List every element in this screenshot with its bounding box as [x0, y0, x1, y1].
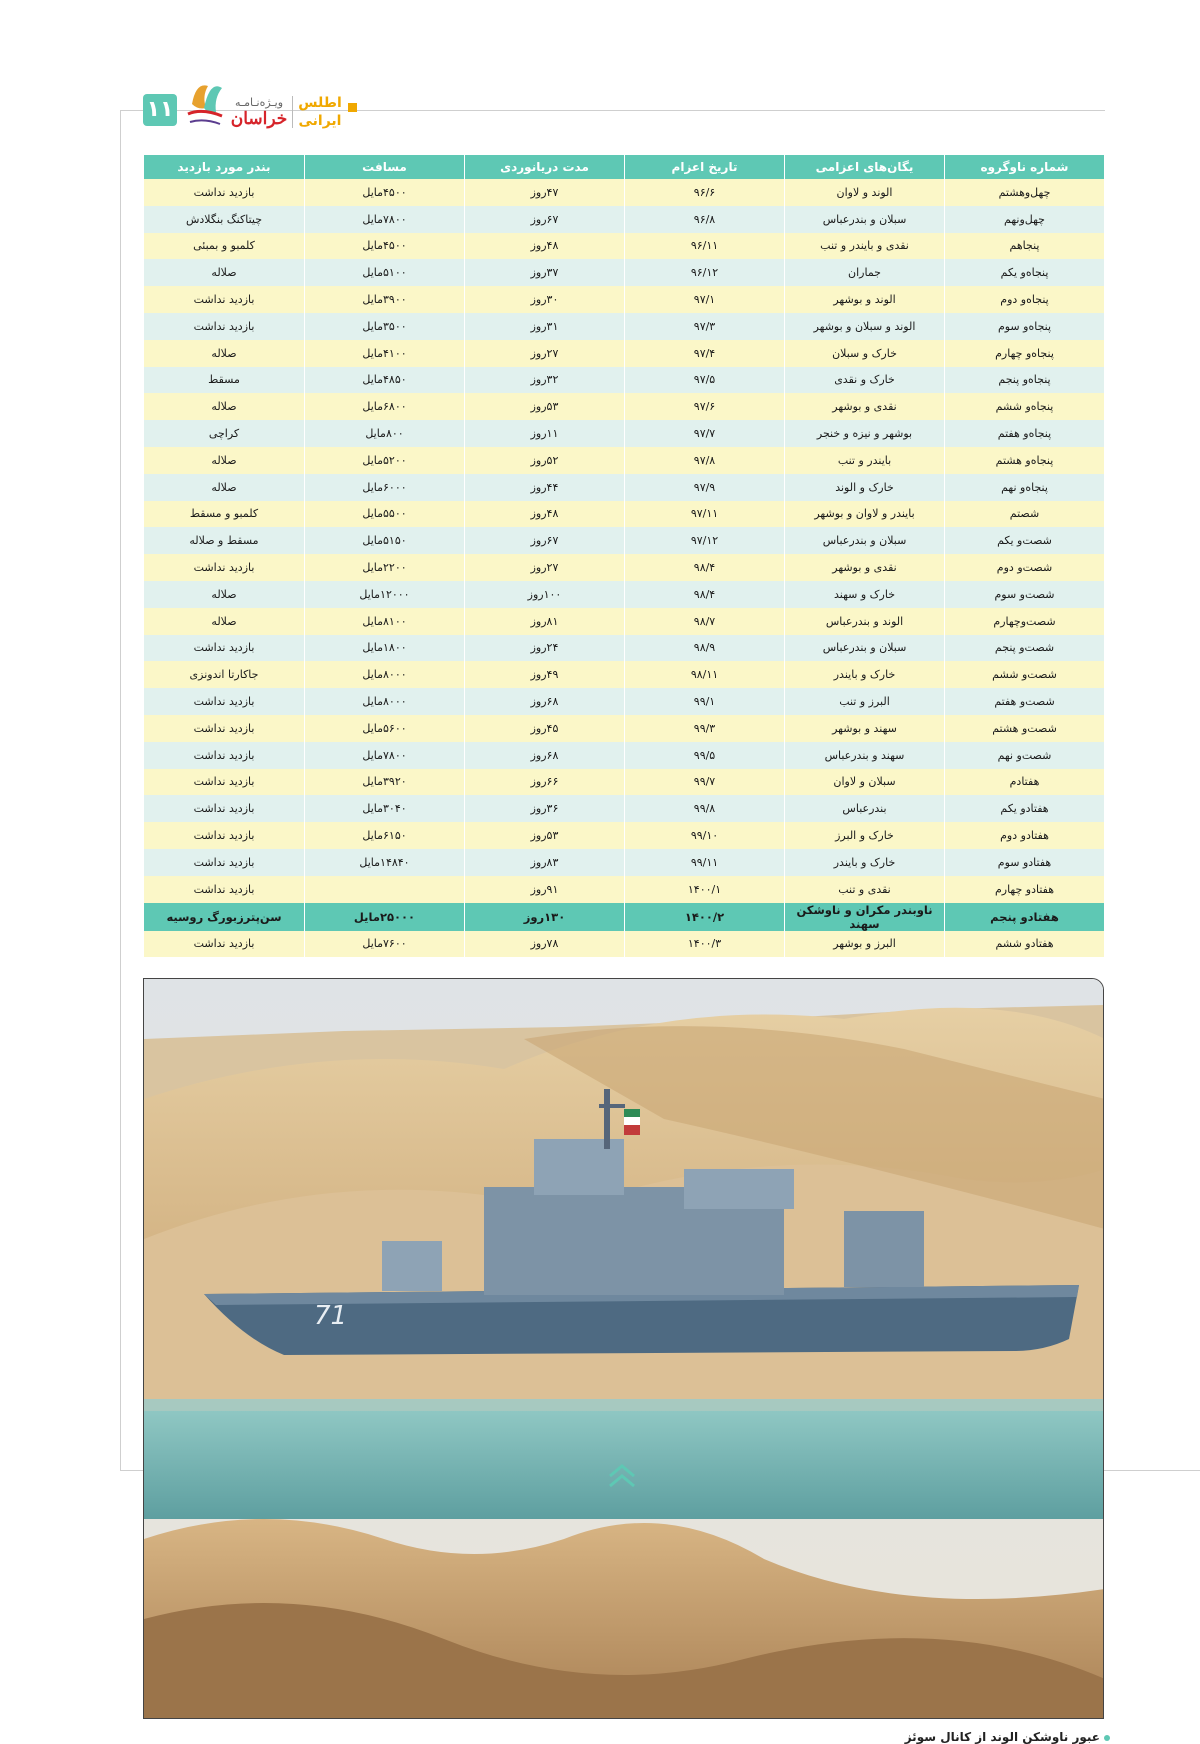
cell-duration: ۳۰روز: [465, 286, 625, 313]
table-row: [144, 367, 1105, 394]
table-row: [144, 769, 1105, 796]
table-row: [144, 474, 1105, 501]
cell-duration: ۶۶روز: [465, 769, 625, 796]
table-row: [144, 876, 1105, 903]
cell-group-number: شصتم: [945, 501, 1105, 528]
cell-duration: ۶۸روز: [465, 742, 625, 769]
table-header-row: [144, 155, 1105, 179]
cell-units: سبلان و بندرعباس: [785, 206, 945, 233]
cell-group-number: هفتادو ششم: [945, 931, 1105, 958]
cell-date: ۹۷/۹: [625, 474, 785, 501]
brand-separator: [292, 96, 293, 128]
cell-port: بازدید نداشت: [144, 554, 305, 581]
table-row: [144, 822, 1105, 849]
cell-group-number: چهل‌وهشتم: [945, 179, 1105, 206]
cell-group-number: شصت‌و سوم: [945, 581, 1105, 608]
cell-duration: ۱۱روز: [465, 420, 625, 447]
cell-distance: ۶۰۰۰مایل: [305, 474, 465, 501]
cell-date: ۹۷/۳: [625, 313, 785, 340]
cell-group-number: شصت‌و یکم: [945, 527, 1105, 554]
cell-date: ۱۴۰۰/۱: [625, 876, 785, 903]
cell-distance: ۸۰۰مایل: [305, 420, 465, 447]
cell-distance: ۲۵۰۰۰مایل: [305, 903, 465, 931]
cell-date: ۹۷/۱۱: [625, 501, 785, 528]
cell-distance: ۳۹۰۰مایل: [305, 286, 465, 313]
cell-date: ۹۷/۸: [625, 447, 785, 474]
cell-date: ۱۴۰۰/۳: [625, 931, 785, 958]
cell-date: ۹۸/۴: [625, 581, 785, 608]
cell-group-number: پنجاه‌و یکم: [945, 259, 1105, 286]
column-header-date: تاریخ اعزام: [625, 155, 785, 179]
section-square-marker: [348, 103, 357, 112]
cell-duration: ۳۶روز: [465, 795, 625, 822]
caption-bullet-icon: [1104, 1735, 1110, 1741]
cell-port: صلاله: [144, 608, 305, 635]
cell-duration: ۳۲روز: [465, 367, 625, 394]
cell-distance: ۴۸۵۰مایل: [305, 367, 465, 394]
cell-distance: ۸۰۰۰مایل: [305, 661, 465, 688]
cell-port: بازدید نداشت: [144, 849, 305, 876]
cell-port: بازدید نداشت: [144, 179, 305, 206]
cell-port: صلاله: [144, 259, 305, 286]
table-row: [144, 340, 1105, 367]
cell-distance: ۳۹۲۰مایل: [305, 769, 465, 796]
cell-units: خارک و نقدی: [785, 367, 945, 394]
cell-units: خارک و الوند: [785, 474, 945, 501]
cell-units: البرز و تنب: [785, 688, 945, 715]
cell-distance: ۷۸۰۰مایل: [305, 206, 465, 233]
cell-duration: ۳۱روز: [465, 313, 625, 340]
cell-date: ۹۹/۷: [625, 769, 785, 796]
cell-units: سهند و بندرعباس: [785, 742, 945, 769]
cell-distance: ۶۱۵۰مایل: [305, 822, 465, 849]
cell-group-number: هفتادو دوم: [945, 822, 1105, 849]
caption-text: عبور ناوشکن الوند از کانال سوئز: [904, 1730, 1100, 1744]
cell-distance: ۱۴۸۴۰مایل: [305, 849, 465, 876]
cell-group-number: پنجاه‌و هفتم: [945, 420, 1105, 447]
cell-port: بازدید نداشت: [144, 822, 305, 849]
cell-distance: ۴۱۰۰مایل: [305, 340, 465, 367]
cell-units: بایندر و لاوان و بوشهر: [785, 501, 945, 528]
cell-units: خارک و سبلان: [785, 340, 945, 367]
cell-group-number: چهل‌ونهم: [945, 206, 1105, 233]
cell-units: جماران: [785, 259, 945, 286]
cell-port: چیتاکنگ بنگلادش: [144, 206, 305, 233]
cell-port: مسقط: [144, 367, 305, 394]
cell-distance: ۵۱۵۰مایل: [305, 527, 465, 554]
cell-date: ۹۹/۵: [625, 742, 785, 769]
cell-distance: ۴۵۰۰مایل: [305, 179, 465, 206]
cell-distance: ۶۸۰۰مایل: [305, 393, 465, 420]
cell-date: ۹۷/۴: [625, 340, 785, 367]
table-row: [144, 661, 1105, 688]
table-row: [144, 581, 1105, 608]
cell-group-number: شصت‌و هفتم: [945, 688, 1105, 715]
cell-date: ۹۶/۶: [625, 179, 785, 206]
cell-group-number: پنجاه‌و ششم: [945, 393, 1105, 420]
column-header-distance: مسافت: [305, 155, 465, 179]
cell-group-number: هفتادو چهارم: [945, 876, 1105, 903]
cell-distance: ۲۲۰۰مایل: [305, 554, 465, 581]
destroyer-photo: [143, 978, 1104, 1719]
cell-group-number: هفتادو پنجم: [945, 903, 1105, 931]
cell-units: البرز و بوشهر: [785, 931, 945, 958]
cell-units: نقدی و بوشهر: [785, 554, 945, 581]
cell-units: الوند و بندرعباس: [785, 608, 945, 635]
cell-group-number: هفتادو سوم: [945, 849, 1105, 876]
cell-duration: ۴۴روز: [465, 474, 625, 501]
cell-units: نقدی و بوشهر: [785, 393, 945, 420]
cell-date: ۹۸/۱۱: [625, 661, 785, 688]
cell-date: ۹۷/۵: [625, 367, 785, 394]
column-header-group-number: شماره ناوگروه: [945, 155, 1105, 179]
cell-port: سن‌پترزبورگ روسیه: [144, 903, 305, 931]
cell-units: سبلان و بندرعباس: [785, 527, 945, 554]
table-row: [144, 527, 1105, 554]
cell-port: بازدید نداشت: [144, 931, 305, 958]
cell-group-number: شصت‌و هشتم: [945, 715, 1105, 742]
cell-date: ۹۹/۱۰: [625, 822, 785, 849]
cell-group-number: شصت‌و نهم: [945, 742, 1105, 769]
cell-group-number: پنجاه‌و دوم: [945, 286, 1105, 313]
cell-group-number: پنجاه‌و سوم: [945, 313, 1105, 340]
column-header-port: بندر مورد بازدید: [144, 155, 305, 179]
cell-units: بندرعباس: [785, 795, 945, 822]
table-row: [144, 420, 1105, 447]
cell-units: ناوبندر مکران و ناوشکن سهند: [785, 903, 945, 931]
cell-port: بازدید نداشت: [144, 715, 305, 742]
table-row: [144, 179, 1105, 206]
cell-distance: ۱۲۰۰۰مایل: [305, 581, 465, 608]
table-row: [144, 715, 1105, 742]
cell-date: ۹۷/۱: [625, 286, 785, 313]
cell-units: نقدی و تنب: [785, 876, 945, 903]
cell-date: ۹۶/۱۲: [625, 259, 785, 286]
cell-duration: ۴۸روز: [465, 501, 625, 528]
cell-duration: ۵۳روز: [465, 822, 625, 849]
cell-port: صلاله: [144, 393, 305, 420]
cell-duration: ۶۸روز: [465, 688, 625, 715]
cell-units: بایندر و تنب: [785, 447, 945, 474]
cell-units: نقدی و بایندر و تنب: [785, 233, 945, 260]
cell-port: بازدید نداشت: [144, 688, 305, 715]
cell-units: الوند و لاوان: [785, 179, 945, 206]
fleet-table: [143, 155, 1105, 957]
cell-units: الوند و بوشهر: [785, 286, 945, 313]
cell-date: ۹۹/۳: [625, 715, 785, 742]
cell-duration: ۳۷روز: [465, 259, 625, 286]
brand-block: [226, 96, 292, 129]
logo-icon: [182, 74, 230, 130]
cell-group-number: شصت‌و پنجم: [945, 635, 1105, 662]
cell-group-number: پنجاه‌و چهارم: [945, 340, 1105, 367]
cell-port: کلمبو و بمبئی: [144, 233, 305, 260]
cell-date: ۹۹/۸: [625, 795, 785, 822]
cell-date: ۹۶/۸: [625, 206, 785, 233]
cell-duration: ۸۳روز: [465, 849, 625, 876]
cell-group-number: شصت‌و ششم: [945, 661, 1105, 688]
cell-duration: ۶۷روز: [465, 206, 625, 233]
cell-duration: ۴۷روز: [465, 179, 625, 206]
cell-date: ۹۷/۷: [625, 420, 785, 447]
cell-port: جاکارتا اندونزی: [144, 661, 305, 688]
table-row: [144, 501, 1105, 528]
hull-number: 71: [314, 1301, 348, 1331]
table-row: [144, 903, 1105, 931]
cell-units: سبلان و لاوان: [785, 769, 945, 796]
table-row: [144, 849, 1105, 876]
cell-units: خارک و بایندر: [785, 661, 945, 688]
cell-date: ۹۹/۱: [625, 688, 785, 715]
table-row: [144, 206, 1105, 233]
cell-group-number: شصت‌وچهارم: [945, 608, 1105, 635]
cell-distance: ۳۵۰۰مایل: [305, 313, 465, 340]
cell-duration: ۶۷روز: [465, 527, 625, 554]
cell-distance: ۴۵۰۰مایل: [305, 233, 465, 260]
cell-group-number: پنجاه‌و نهم: [945, 474, 1105, 501]
cell-date: ۹۷/۱۲: [625, 527, 785, 554]
cell-distance: [305, 876, 465, 903]
table-row: [144, 742, 1105, 769]
table-row: [144, 688, 1105, 715]
cell-port: صلاله: [144, 581, 305, 608]
table-row: [144, 286, 1105, 313]
cell-units: سهند و بوشهر: [785, 715, 945, 742]
table-row: [144, 635, 1105, 662]
cell-date: ۹۸/۴: [625, 554, 785, 581]
cell-date: ۹۶/۱۱: [625, 233, 785, 260]
cell-duration: ۲۴روز: [465, 635, 625, 662]
cell-distance: ۵۲۰۰مایل: [305, 447, 465, 474]
cell-group-number: هفتادو یکم: [945, 795, 1105, 822]
column-header-units: یگان‌های اعزامی: [785, 155, 945, 179]
table-row: [144, 931, 1105, 958]
cell-date: ۱۴۰۰/۲: [625, 903, 785, 931]
frame-left-line: [120, 110, 121, 1470]
table-row: [144, 313, 1105, 340]
cell-distance: ۷۸۰۰مایل: [305, 742, 465, 769]
cell-duration: ۲۷روز: [465, 554, 625, 581]
cell-date: ۹۸/۹: [625, 635, 785, 662]
cell-distance: ۳۰۴۰مایل: [305, 795, 465, 822]
table-row: [144, 393, 1105, 420]
cell-port: بازدید نداشت: [144, 635, 305, 662]
double-chevron-up-icon: [607, 1462, 637, 1490]
cell-units: خارک و البرز: [785, 822, 945, 849]
cell-units: خارک و بایندر: [785, 849, 945, 876]
cell-duration: ۹۱روز: [465, 876, 625, 903]
cell-port: صلاله: [144, 447, 305, 474]
photo-caption: [905, 1730, 1110, 1744]
cell-port: صلاله: [144, 474, 305, 501]
cell-duration: ۵۳روز: [465, 393, 625, 420]
cell-units: خارک و سهند: [785, 581, 945, 608]
table-row: [144, 608, 1105, 635]
cell-units: بوشهر و نیزه و خنجر: [785, 420, 945, 447]
brand-subtitle: ویـژه‌نـامـه: [234, 96, 284, 109]
cell-units: سبلان و بندرعباس: [785, 635, 945, 662]
cell-date: ۹۸/۷: [625, 608, 785, 635]
section-title-line1: اطلس: [298, 95, 342, 111]
cell-port: کراچی: [144, 420, 305, 447]
cell-port: بازدید نداشت: [144, 286, 305, 313]
cell-port: بازدید نداشت: [144, 876, 305, 903]
cell-group-number: پنجاهم: [945, 233, 1105, 260]
cell-duration: ۲۷روز: [465, 340, 625, 367]
cell-units: الوند و سبلان و بوشهر: [785, 313, 945, 340]
cell-distance: ۵۵۰۰مایل: [305, 501, 465, 528]
table-row: [144, 259, 1105, 286]
cell-duration: ۸۱روز: [465, 608, 625, 635]
cell-date: ۹۷/۶: [625, 393, 785, 420]
cell-duration: ۵۲روز: [465, 447, 625, 474]
cell-distance: ۸۰۰۰مایل: [305, 688, 465, 715]
table-row: [144, 233, 1105, 260]
cell-distance: ۵۱۰۰مایل: [305, 259, 465, 286]
cell-group-number: هفتادم: [945, 769, 1105, 796]
table-row: [144, 795, 1105, 822]
table-row: [144, 554, 1105, 581]
cell-group-number: پنجاه‌و هشتم: [945, 447, 1105, 474]
cell-port: بازدید نداشت: [144, 742, 305, 769]
table-body: [144, 179, 1105, 957]
cell-group-number: پنجاه‌و پنجم: [945, 367, 1105, 394]
cell-distance: ۱۸۰۰مایل: [305, 635, 465, 662]
cell-distance: ۷۶۰۰مایل: [305, 931, 465, 958]
cell-port: بازدید نداشت: [144, 795, 305, 822]
table-row: [144, 447, 1105, 474]
cell-distance: ۵۶۰۰مایل: [305, 715, 465, 742]
page-number: ۱۱: [143, 94, 177, 126]
cell-duration: ۱۳۰روز: [465, 903, 625, 931]
cell-duration: ۴۵روز: [465, 715, 625, 742]
cell-port: کلمبو و مسقط: [144, 501, 305, 528]
cell-date: ۹۹/۱۱: [625, 849, 785, 876]
cell-port: صلاله: [144, 340, 305, 367]
cell-port: مسقط و صلاله: [144, 527, 305, 554]
cell-duration: ۷۸روز: [465, 931, 625, 958]
cell-distance: ۸۱۰۰مایل: [305, 608, 465, 635]
column-header-duration: مدت دریانوردی: [465, 155, 625, 179]
cell-group-number: شصت‌و دوم: [945, 554, 1105, 581]
cell-port: بازدید نداشت: [144, 313, 305, 340]
brand-name: خراسان: [230, 109, 288, 129]
section-title-line2: ایرانی: [298, 113, 342, 129]
ship-in-canal-image: [144, 979, 1104, 1719]
section-title: [296, 94, 344, 130]
cell-duration: ۴۹روز: [465, 661, 625, 688]
cell-port: بازدید نداشت: [144, 769, 305, 796]
cell-duration: ۴۸روز: [465, 233, 625, 260]
cell-duration: ۱۰۰روز: [465, 581, 625, 608]
